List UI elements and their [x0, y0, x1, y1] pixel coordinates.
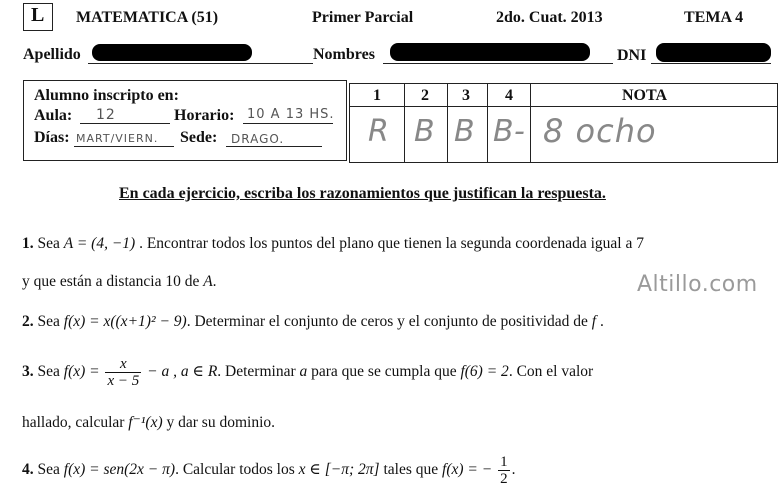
exercise-4-fraction	[498, 454, 510, 487]
fraction-numerator: x	[105, 356, 141, 373]
grade-value-2: B	[414, 114, 436, 149]
exercise-3-text: . Determinar	[217, 363, 296, 381]
tema-label: TEMA 4	[684, 9, 744, 26]
exercise-1-text: Sea	[37, 235, 60, 252]
exercise-3-fraction	[105, 356, 141, 389]
horario-value: 10 A 13 HS.	[247, 107, 335, 122]
grades-col-divider	[530, 84, 531, 162]
exercise-4	[22, 454, 515, 487]
nota-value: 8 ocho	[543, 112, 657, 150]
exercise-1-math: A	[203, 273, 213, 290]
exercise-3	[22, 356, 593, 389]
exercise-3-text: Sea	[37, 363, 60, 381]
exercise-1-number: 1.	[22, 235, 34, 252]
grades-col-divider	[447, 84, 448, 162]
fraction-denominator: x − 5	[107, 373, 140, 389]
exercise-4-math: f(x) = sen(2x − π)	[63, 461, 176, 479]
apellido-line	[88, 63, 313, 64]
dias-value: MART/VIERN.	[76, 132, 159, 145]
fraction-denominator: 2	[500, 471, 508, 487]
apellido-redaction	[92, 44, 252, 61]
exercise-2-text: . Determinar el conjunto de ceros y el conjunto de positividad de	[186, 313, 588, 330]
exercise-1-math: A = (4, −1)	[63, 235, 136, 252]
aula-value: 12	[96, 107, 116, 123]
exercise-3-text: . Con el valor	[508, 363, 594, 381]
grades-col-divider	[404, 84, 405, 162]
aula-label: Aula:	[34, 107, 73, 124]
exercise-2-math: f(x) = x((x+1)² − 9)	[63, 313, 187, 330]
nombres-label: Nombres	[313, 46, 375, 63]
aula-line	[80, 123, 170, 124]
nombres-line	[383, 63, 613, 64]
grade-value-1: R	[368, 114, 390, 149]
grade-value-3: B	[454, 114, 476, 149]
grades-table	[349, 83, 778, 163]
grade-value-4: B-	[493, 114, 526, 149]
exercise-1	[22, 235, 644, 253]
instruction: En cada ejercicio, escriba los razonamientos que justifican la respuesta.	[119, 185, 606, 202]
dni-label: DNI	[617, 47, 647, 64]
exercise-2	[22, 313, 604, 331]
sede-value: DRAGO.	[231, 132, 285, 146]
dni-redaction	[656, 43, 771, 62]
exercise-4-text: tales que	[383, 461, 439, 479]
exam-title: Primer Parcial	[312, 9, 414, 26]
inscription-title: Alumno inscripto en:	[34, 87, 179, 104]
apellido-label: Apellido	[23, 46, 81, 63]
grades-header-divider	[350, 106, 777, 107]
term: 2do. Cuat. 2013	[496, 9, 603, 26]
exercise-4-text: Sea	[37, 461, 60, 479]
grade-header-1: 1	[373, 87, 381, 104]
exercise-3-text: hallado, calcular	[22, 414, 125, 431]
fraction-numerator: 1	[500, 454, 508, 470]
course-title: MATEMATICA (51)	[76, 9, 219, 26]
dias-label: Días:	[34, 129, 70, 146]
exercise-2-text: .	[599, 313, 604, 330]
exercise-1-text: .	[212, 273, 217, 290]
exercise-3-number: 3.	[22, 363, 34, 381]
grade-header-4: 4	[505, 87, 513, 104]
exercise-3-math: f⁻¹(x)	[128, 414, 163, 431]
exercise-3-math: f(6) = 2	[460, 363, 509, 381]
exercise-4-math: f(x) = −	[442, 461, 493, 479]
sede-label: Sede:	[180, 129, 218, 146]
exercise-3-text: para que se cumpla que	[311, 363, 457, 381]
exercise-4-text: . Calcular todos los	[175, 461, 295, 479]
exercise-3-math: − a , a ∈ R	[147, 363, 218, 381]
exercise-4-number: 4.	[22, 461, 34, 479]
exercise-2-math: f	[591, 313, 597, 330]
exercise-3-math: a	[299, 363, 308, 381]
exercise-3-line-2	[22, 413, 275, 432]
exercise-1-text: . Encontrar todos los puntos del plano que tienen la segunda coordenada igual a 7	[139, 235, 644, 252]
watermark: Altillo.com	[637, 272, 758, 297]
grade-header-3: 3	[462, 87, 470, 104]
exercise-3-math: f(x) =	[63, 363, 100, 381]
exercise-3-text: y dar su dominio.	[166, 414, 276, 431]
grade-header-2: 2	[421, 87, 429, 104]
exercise-1-text: y que están a distancia 10 de	[22, 273, 200, 290]
horario-line	[243, 123, 333, 124]
exercise-2-text: Sea	[37, 313, 60, 330]
sede-line	[226, 146, 322, 147]
dias-line	[74, 146, 174, 147]
exercise-1-line-2	[22, 273, 217, 291]
exercise-4-math: x ∈ [−π; 2π]	[298, 461, 380, 479]
horario-label: Horario:	[174, 107, 235, 124]
grades-col-divider	[487, 84, 488, 162]
nota-header: NOTA	[622, 87, 668, 104]
exercise-2-number: 2.	[22, 313, 34, 330]
exercise-4-text: .	[511, 461, 516, 479]
tema-letter: L	[31, 4, 45, 26]
nombres-redaction	[390, 43, 590, 61]
dni-line	[651, 63, 771, 64]
